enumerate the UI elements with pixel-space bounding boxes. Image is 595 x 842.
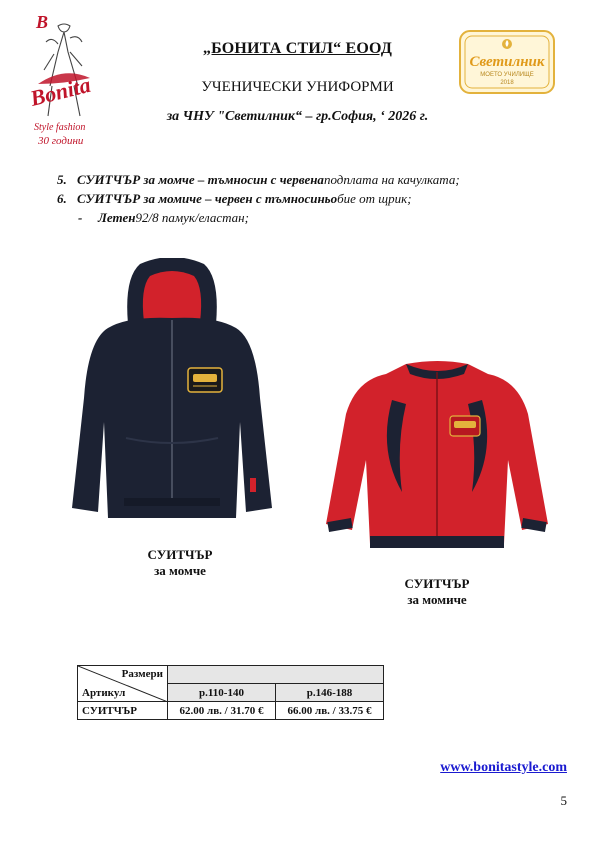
item-detail: бие от щрик; (337, 191, 412, 206)
item-number: 6. (57, 191, 67, 206)
subitem-title: Летен (98, 210, 136, 225)
price-cell: 66.00 лв. / 33.75 € (276, 702, 384, 720)
page-number: 5 (560, 793, 567, 808)
list-item (57, 170, 460, 189)
table-header-blank (168, 666, 384, 684)
company-name: „БОНИТА СТИЛ“ ЕООД (202, 40, 393, 57)
logo-right-line1: МОЕТО УЧИЛИЩЕ (480, 72, 534, 78)
school-line: за ЧНУ "Светилник“ – гр.София, ‘ 2026 г. (166, 109, 429, 124)
size-header: р.110-140 (168, 684, 276, 702)
price-table (77, 665, 384, 720)
caption-girl-title: СУИТЧЪР (404, 576, 470, 591)
item-list (57, 170, 460, 227)
caption-boy-title: СУИТЧЪР (147, 547, 213, 562)
article-cell: СУИТЧЪР (78, 702, 168, 720)
price-cell: 62.00 лв. / 31.70 € (168, 702, 276, 720)
logo-years: 30 години (38, 135, 84, 147)
logo-tagline: Style fashion (34, 122, 86, 133)
logo-letter: B (36, 12, 49, 32)
corner-sizes-label: Размери (121, 668, 163, 680)
website-link[interactable]: www.bonitastyle.com (440, 760, 567, 775)
caption-boy (100, 547, 260, 579)
boy-hoodie-image (68, 258, 276, 520)
list-subitem (57, 208, 460, 227)
item-detail: подплата на качулката; (323, 172, 460, 187)
caption-boy-subtitle: за момче (154, 563, 206, 578)
logo-right-line2: 2018 (500, 80, 514, 86)
item-number: 5. (57, 172, 67, 187)
subitem-detail: 92/8 памук/еластан; (135, 210, 249, 225)
logo-name: Bonita (27, 71, 93, 111)
table-corner-cell (78, 666, 168, 702)
list-item (57, 189, 460, 208)
table-row (78, 702, 384, 720)
logo-right-name: Светилник (469, 54, 545, 70)
caption-girl (357, 576, 517, 608)
corner-article-label: Артикул (82, 687, 126, 699)
item-title: СУИТЧЪР за момче – тъмносин с червена (77, 172, 324, 187)
document-subtitle: УЧЕНИЧЕСКИ УНИФОРМИ (201, 79, 394, 95)
caption-girl-subtitle: за момиче (407, 592, 467, 607)
girl-jacket-image (322, 360, 552, 554)
size-header: р.146-188 (276, 684, 384, 702)
subitem-dash: - (78, 210, 83, 225)
item-title: СУИТЧЪР за момиче – червен с тъмносиньо (77, 191, 338, 206)
